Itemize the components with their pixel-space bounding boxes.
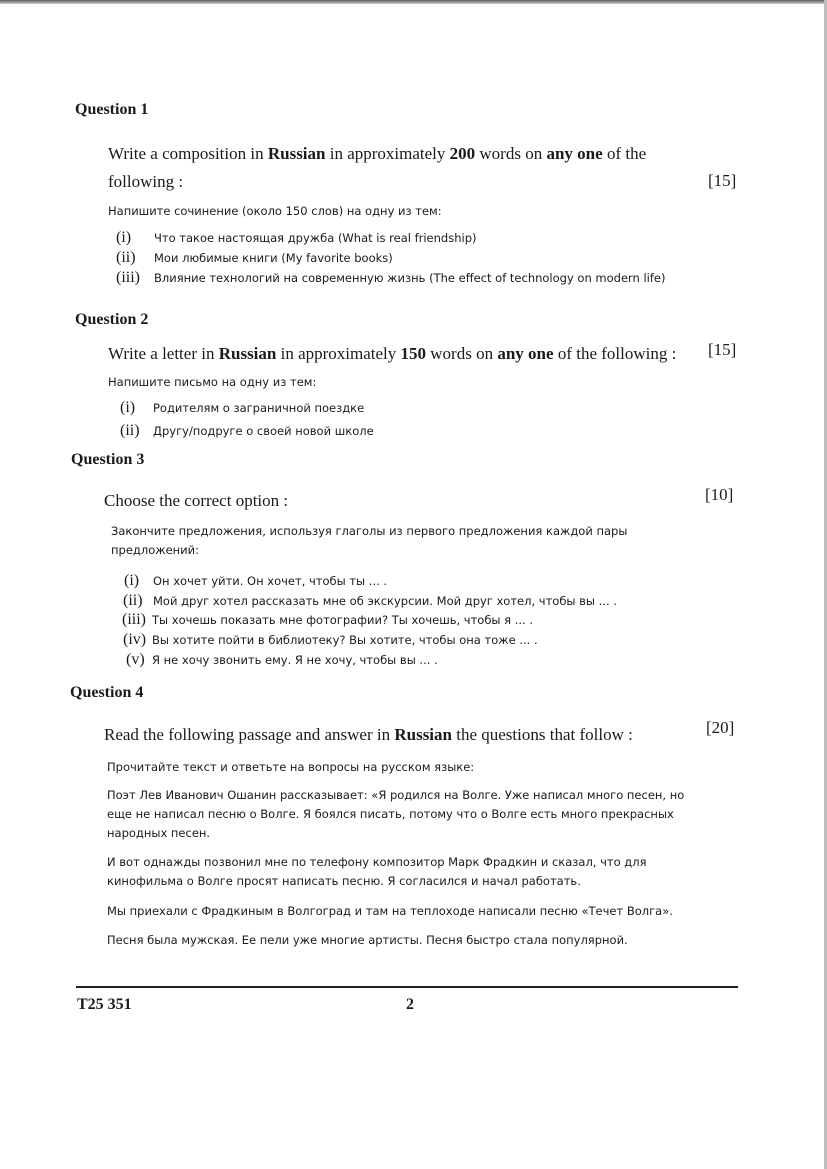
list-item: (ii) Мои любимые книги (My favorite books): [116, 249, 393, 266]
passage-paragraph: Песня была мужская. Ее пели уже многие артисты. Песня быстро стала популярной.: [107, 933, 628, 947]
question-1-prompt-cont: following :: [108, 172, 184, 191]
passage-paragraph: Мы приехали с Фрадкиным в Волгоград и там на теплоходе написали песню «Течет Волга».: [107, 904, 673, 918]
list-item: (iv) Вы хотите пойти в библиотеку? Вы хотите, чтобы она тоже ... .: [123, 631, 538, 648]
question-4-prompt: Read the following passage and answer in Russian the questions that follow :: [104, 725, 633, 744]
footer-divider: [76, 986, 738, 988]
list-item: (ii) Мой друг хотел рассказать мне об экскурсии. Мой друг хотел, чтобы вы ... .: [123, 592, 617, 609]
question-4-marks: [20]: [706, 718, 735, 737]
list-item: (i) Что такое настоящая дружба (What is real friendship): [116, 229, 477, 246]
question-3-marks: [10]: [705, 485, 734, 504]
paper-code: T25 351: [77, 996, 132, 1013]
question-3-heading: Question 3: [71, 451, 145, 468]
question-2-prompt: Write a letter in Russian in approximately 150 words on any one of the following :: [108, 344, 677, 363]
list-item: (iii) Ты хочешь показать мне фотографии? Ты хочешь, чтобы я ... .: [122, 611, 534, 628]
list-item: (i) Он хочет уйти. Он хочет, чтобы ты ... .: [124, 572, 388, 589]
question-4-instruction: Прочитайте текст и ответьте на вопросы на русском языке:: [107, 760, 475, 774]
question-2-instruction: Напишите письмо на одну из тем:: [108, 375, 317, 389]
passage-paragraph: И вот однажды позвонил мне по телефону композитор Марк Фрадкин и сказал, что для кинофильма о Волге просят написать песню. Я согласился и начал работать.: [107, 855, 647, 888]
list-item: (v) Я не хочу звонить ему. Я не хочу, чтобы вы ... .: [126, 651, 438, 668]
passage-paragraph: Поэт Лев Иванович Ошанин рассказывает: «Я родился на Волге. Уже написал много песен, но еще не написал песню о Волге. Я боялся писать, потому что о Волге есть много прекрасных народных песен.: [107, 788, 685, 840]
scan-edge: [0, 0, 827, 4]
list-item: (ii) Другу/подруге о своей новой школе: [120, 422, 374, 439]
question-3-prompt: Choose the correct option :: [104, 491, 289, 510]
list-item: (i) Родителям о заграничной поездке: [120, 399, 365, 416]
question-3-instruction: Закончите предложения, используя глаголы из первого предложения каждой пары предложений:: [111, 524, 628, 557]
page-number: 2: [406, 996, 414, 1013]
question-1-instruction: Напишите сочинение (около 150 слов) на одну из тем:: [108, 204, 442, 218]
question-2-heading: Question 2: [75, 311, 149, 328]
list-item: (iii) Влияние технологий на современную жизнь (The effect of technology on modern life): [116, 269, 666, 286]
question-2-marks: [15]: [708, 340, 737, 359]
question-1-heading: Question 1: [75, 101, 149, 118]
question-1-marks: [15]: [708, 171, 737, 190]
question-4-heading: Question 4: [70, 684, 144, 701]
question-1-prompt: Write a composition in Russian in approximately 200 words on any one of the: [108, 144, 647, 163]
